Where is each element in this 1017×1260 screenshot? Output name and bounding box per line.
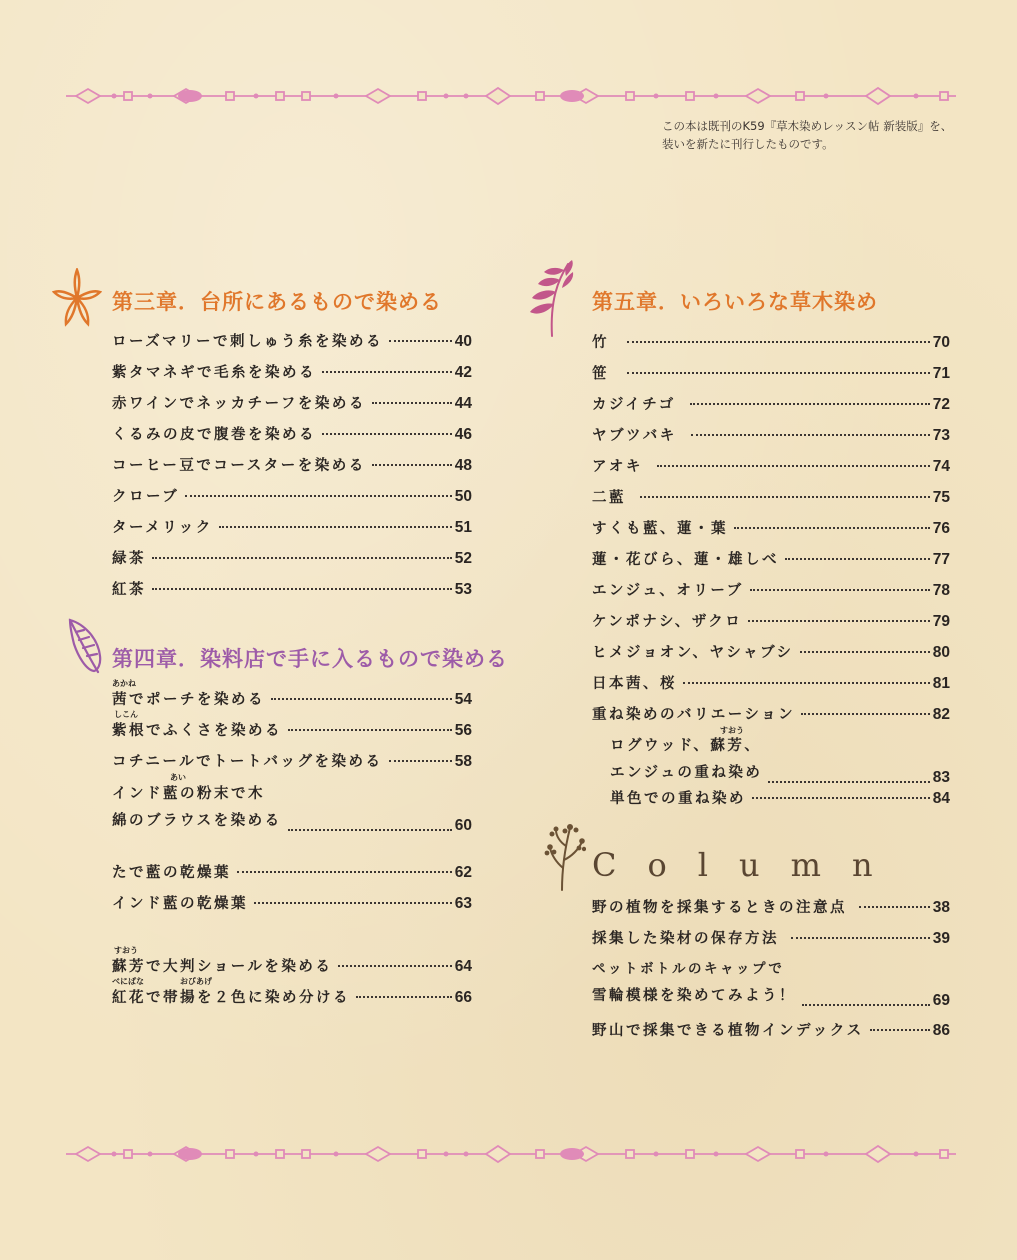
toc-entry[interactable]: 野の植物を採集するときの注意点 38 <box>592 899 950 916</box>
toc-entry[interactable]: 日本茜、桜 81 <box>592 675 950 692</box>
toc-entry[interactable]: 緑茶 52 <box>112 550 472 567</box>
toc-entry[interactable]: 蓮・花びら、蓮・雄しべ 77 <box>592 551 950 568</box>
edition-note <box>662 117 982 153</box>
toc-entry[interactable]: 紅花で帯揚を２色に染め分ける 66 <box>112 989 472 1006</box>
berry-branch-icon <box>544 822 586 892</box>
toc-entry[interactable]: 紫根でふくさを染める 56 <box>112 722 472 739</box>
toc-entry[interactable]: ヒメジョオン、ヤシャブシ 80 <box>592 644 950 661</box>
chapter5-title: 第五章．いろいろな草木染め <box>592 290 878 314</box>
ruby-obiage: おびあげ <box>180 977 212 986</box>
toc-entry[interactable]: アオキ 74 <box>592 458 950 475</box>
toc-entry[interactable]: 二藍 75 <box>592 489 950 506</box>
toc-entry[interactable]: 単色での重ね染め 84 <box>610 790 950 807</box>
ruby-benibana: べにばな <box>112 977 144 986</box>
toc-entry[interactable]: クローブ 50 <box>112 488 472 505</box>
toc-entry[interactable]: 笹 71 <box>592 365 950 382</box>
ruby-shikon: しこん <box>114 710 138 719</box>
toc-entry[interactable]: 野山で採集できる植物インデックス 86 <box>592 1022 950 1039</box>
toc-entry[interactable]: ターメリック 51 <box>112 519 472 536</box>
leaf-sprig-icon <box>518 260 574 338</box>
toc-entry[interactable]: 採集した染材の保存方法 39 <box>592 930 950 947</box>
toc-entry[interactable]: 赤ワインでネッカチーフを染める 44 <box>112 395 472 412</box>
toc-entry[interactable]: ケンポナシ、ザクロ 79 <box>592 613 950 630</box>
ruby-suou2: すおう <box>720 726 744 735</box>
toc-entry[interactable]: 竹 70 <box>592 334 950 351</box>
toc-entry[interactable]: すくも藍、蓮・葉 76 <box>592 520 950 537</box>
flower-icon <box>52 268 102 328</box>
toc-entry[interactable]: エンジュ、オリーブ 78 <box>592 582 950 599</box>
ruby-akane: あかね <box>112 679 136 688</box>
toc-entry[interactable]: カジイチゴ 72 <box>592 396 950 413</box>
toc-entry[interactable]: コチニールでトートバッグを染める 58 <box>112 753 472 770</box>
toc-entry[interactable]: 重ね染めのバリエーション 82 <box>592 706 950 723</box>
edition-note-line1: この本は既刊のK59『草木染めレッスン帖 新装版』を、 <box>662 119 953 133</box>
toc-entry[interactable]: たで藍の乾燥葉 62 <box>112 864 472 881</box>
chapter3-title: 第三章．台所にあるもので染める <box>112 290 442 314</box>
toc-entry[interactable]: くるみの皮で腹巻を染める 46 <box>112 426 472 443</box>
top-ornament-border <box>66 86 956 106</box>
toc-entry[interactable]: ローズマリーで刺しゅう糸を染める 40 <box>112 333 472 350</box>
toc-entry[interactable]: コーヒー豆でコースターを染める 48 <box>112 457 472 474</box>
toc-entry[interactable]: 茜でポーチを染める 54 <box>112 691 472 708</box>
feather-icon <box>64 616 108 674</box>
column-title: Column <box>592 846 904 884</box>
toc-entry[interactable]: インド藍の乾燥葉 63 <box>112 895 472 912</box>
toc-entry[interactable]: インド藍の粉末で木 綿のブラウスを染める 60 <box>112 786 472 834</box>
bottom-ornament-border <box>66 1144 956 1164</box>
toc-entry[interactable]: 紫タマネギで毛糸を染める 42 <box>112 364 472 381</box>
toc-entry[interactable]: 紅茶 53 <box>112 581 472 598</box>
toc-entry[interactable]: 蘇芳で大判ショールを染める 64 <box>112 958 472 975</box>
ruby-suou: すおう <box>114 946 138 955</box>
chapter4-title: 第四章．染料店で手に入るもので染める <box>112 647 508 671</box>
ruby-ai: あい <box>170 773 186 782</box>
toc-entry[interactable]: ペットボトルのキャップで 雪輪模様を染めてみよう！ 69 <box>592 961 950 1009</box>
toc-entry[interactable]: ヤブツバキ 73 <box>592 427 950 444</box>
toc-entry[interactable]: ログウッド、蘇芳、 エンジュの重ね染め 83 <box>610 738 950 786</box>
edition-note-line2: 装いを新たに刊行したものです。 <box>662 137 834 151</box>
